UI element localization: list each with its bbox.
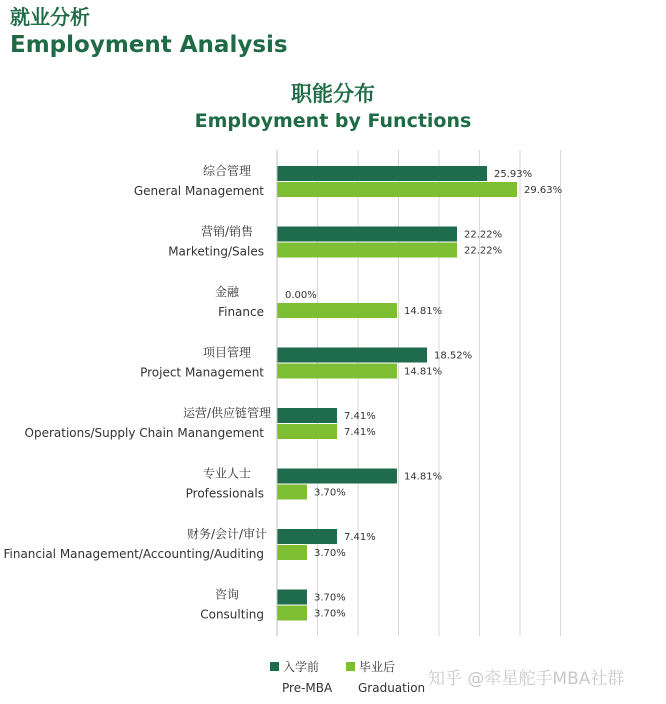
category-label-en: Project Management bbox=[140, 365, 264, 380]
legend-swatch-pre bbox=[270, 662, 279, 671]
category-label-en: General Management bbox=[133, 184, 264, 198]
legend-label-grad-zh: 毕业后 bbox=[359, 660, 396, 674]
category-label-zh: 专业人士 bbox=[202, 466, 252, 481]
chart-subtitle: Employment by Functions bbox=[194, 110, 472, 132]
data-label: 14.81% bbox=[403, 471, 443, 483]
category-label-en: Professionals bbox=[185, 486, 264, 501]
category-label-zh: 项目管理 bbox=[202, 345, 252, 360]
bar bbox=[277, 545, 307, 560]
data-label: 22.22% bbox=[463, 229, 503, 241]
data-label: 18.52% bbox=[434, 350, 473, 362]
data-label: 14.81% bbox=[403, 306, 443, 317]
bar bbox=[277, 469, 397, 484]
category-label-en: Finance bbox=[218, 305, 264, 319]
bar bbox=[277, 364, 397, 379]
data-label: 7.41% bbox=[344, 427, 376, 438]
data-label: 29.63% bbox=[524, 185, 563, 196]
bar bbox=[277, 590, 307, 605]
data-label: 3.70% bbox=[313, 487, 346, 499]
bar bbox=[277, 227, 457, 242]
section-title-zh: 就业分析 bbox=[10, 5, 90, 29]
data-label: 14.81% bbox=[403, 366, 443, 378]
category-label-zh: 财务/会计/审计 bbox=[186, 527, 268, 541]
category-label-zh: 综合管理 bbox=[202, 164, 252, 178]
bar bbox=[277, 606, 307, 621]
data-label: 25.93% bbox=[494, 169, 533, 180]
category-label-en: Financial Management/Accounting/Auditing bbox=[3, 547, 264, 561]
bar bbox=[277, 243, 457, 258]
section-title-en: Employment Analysis bbox=[10, 32, 288, 58]
category-label-zh: 运营/供应链管理 bbox=[182, 406, 272, 420]
data-label: 3.70% bbox=[313, 592, 346, 604]
data-label: 7.41% bbox=[344, 532, 376, 543]
bar bbox=[277, 485, 307, 500]
bar bbox=[277, 182, 517, 197]
legend-label-grad-en: Graduation bbox=[358, 681, 426, 695]
data-label: 22.22% bbox=[463, 245, 503, 257]
bar bbox=[277, 166, 487, 181]
bar bbox=[277, 303, 397, 318]
data-label: 3.70% bbox=[313, 548, 346, 559]
legend-label-pre-zh: 入学前 bbox=[283, 660, 320, 674]
category-label-en: Consulting bbox=[200, 607, 264, 622]
category-label-zh: 咨询 bbox=[214, 587, 240, 602]
category-label-zh: 金融 bbox=[214, 285, 240, 299]
legend-item-pre-mba bbox=[270, 658, 332, 695]
watermark: 知乎 @牵星舵手MBA社群 bbox=[428, 669, 625, 689]
category-label-en: Marketing/Sales bbox=[168, 244, 264, 259]
data-label: 7.41% bbox=[344, 411, 376, 422]
legend-item-graduation bbox=[346, 658, 425, 695]
bar bbox=[277, 348, 427, 363]
bar bbox=[277, 408, 337, 423]
data-label: 3.70% bbox=[313, 608, 346, 620]
legend-label-pre-en: Pre-MBA bbox=[282, 681, 333, 695]
chart-title: 职能分布 bbox=[291, 82, 375, 106]
category-label-en: Operations/Supply Chain Manangement bbox=[24, 426, 264, 440]
legend-swatch-grad bbox=[346, 662, 355, 671]
data-label: 0.00% bbox=[285, 290, 317, 301]
bar bbox=[277, 529, 337, 544]
category-label-zh: 营销/销售 bbox=[200, 224, 254, 239]
bar bbox=[277, 424, 337, 439]
